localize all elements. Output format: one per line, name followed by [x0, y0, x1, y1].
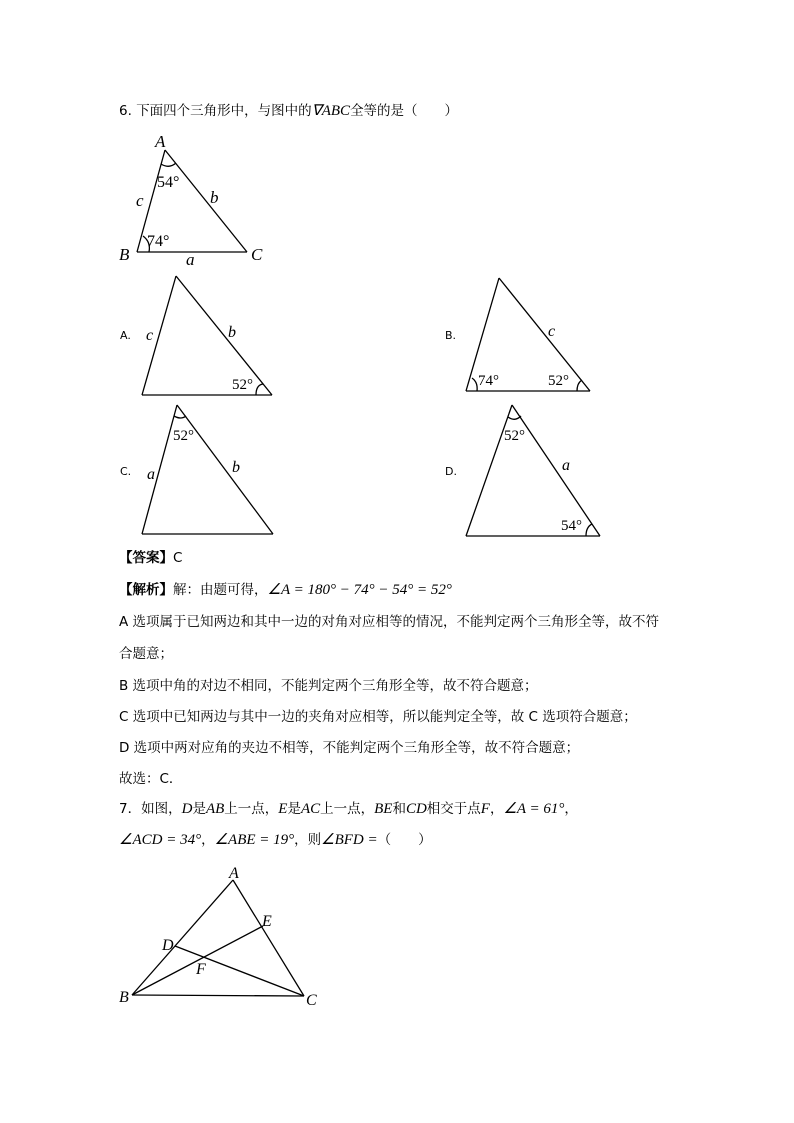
q7-label-a: A — [229, 865, 239, 882]
option-c-angle-52: 52° — [173, 428, 194, 444]
q6-triangle-abc-figure — [110, 128, 280, 268]
q7-text: 和 — [392, 801, 406, 817]
q7-math: D — [181, 801, 193, 817]
angle-b-label: 74° — [147, 233, 170, 250]
q7-text: （ ） — [377, 832, 432, 848]
q7-math: BE — [374, 801, 393, 817]
q7-stem-line-1 — [119, 800, 578, 818]
option-c-side-b: b — [232, 459, 240, 476]
q7-text: 是 — [287, 801, 301, 817]
option-b-figure — [460, 272, 600, 400]
q6-number: 6. — [119, 103, 132, 119]
q7-text: 7．如图， — [119, 801, 182, 817]
side-b-label: b — [210, 188, 219, 207]
q7-math: AC — [300, 801, 321, 817]
vertex-c-label: C — [251, 245, 263, 264]
analysis-line: C 选项中已知两边与其中一边的夹角对应相等，所以能判定全等，故 C 选项符合题意； — [119, 709, 637, 725]
option-b-label[interactable]: B. — [445, 329, 457, 342]
answer-tag: 【答案】 — [119, 550, 173, 566]
q6-stem-text: 下面四个三角形中，与图中的 — [136, 103, 312, 119]
option-d-angle-54: 54° — [561, 518, 582, 534]
analysis-line: 故选：C． — [119, 771, 183, 787]
analysis-line: B 选项中角的对边不相同，不能判定两个三角形全等，故不符合题意； — [119, 678, 538, 694]
q7-text: ，则 — [294, 832, 322, 848]
answer-line — [119, 549, 182, 567]
q7-math: CD — [405, 801, 427, 817]
option-d-angle-52: 52° — [504, 428, 525, 444]
analysis-formula: ∠A = 180° − 74° − 54° = 52° — [267, 582, 452, 598]
option-c-figure — [135, 400, 280, 540]
option-d-figure — [460, 400, 605, 540]
analysis-line: 合题意； — [119, 646, 173, 662]
q7-label-d: D — [162, 937, 174, 954]
angle-a-label: 54° — [157, 174, 180, 191]
analysis-intro-line — [119, 581, 452, 599]
option-a-side-b: b — [228, 324, 236, 341]
q7-text: 相交于点 — [426, 801, 481, 817]
answer-value: C — [173, 550, 183, 566]
q7-figure — [110, 860, 330, 1015]
q7-math: ∠BFD = — [321, 832, 378, 848]
option-a-label[interactable]: A. — [120, 329, 131, 342]
q7-math: ∠ACD = 34° — [119, 832, 202, 848]
option-b-side-c: c — [548, 323, 556, 340]
option-a-angle: 52° — [232, 377, 253, 393]
side-c-label: c — [136, 191, 144, 210]
analysis-tag: 【解析】 — [119, 582, 173, 598]
option-a-side-c: c — [146, 327, 154, 344]
q7-label-c: C — [306, 992, 317, 1009]
q7-label-f: F — [196, 961, 206, 978]
option-a-figure — [135, 268, 280, 401]
q7-label-e: E — [262, 913, 272, 930]
option-c-side-a: a — [147, 466, 155, 483]
analysis-intro: 解：由题可得， — [173, 582, 268, 598]
q6-stem-end: 全等的是（ ） — [350, 103, 459, 119]
vertex-a-label: A — [155, 132, 166, 151]
q7-math: F — [480, 801, 490, 817]
q7-text: ， — [489, 801, 504, 817]
vertex-b-label: B — [119, 245, 130, 264]
analysis-line: A 选项属于已知两边和其中一边的对角对应相等的情况，不能判定两个三角形全等，故不符 — [119, 614, 660, 630]
q6-stem — [119, 102, 458, 120]
q7-text: ， — [201, 832, 215, 848]
q7-label-b: B — [119, 989, 129, 1006]
q7-text: ， — [564, 801, 578, 817]
q7-text: 是 — [192, 801, 206, 817]
option-b-angle-74: 74° — [478, 373, 499, 389]
q7-text: 上一点， — [224, 801, 279, 817]
q7-math: ∠ABE = 19° — [214, 832, 295, 848]
option-b-angle-52: 52° — [548, 373, 569, 389]
q7-math: E — [278, 801, 288, 817]
q7-math: ∠A = 61° — [503, 801, 565, 817]
q7-stem-line-2 — [119, 831, 432, 849]
option-d-side-a: a — [562, 457, 570, 474]
option-c-label[interactable]: C. — [120, 465, 132, 478]
side-a-label: a — [186, 250, 195, 268]
analysis-line: D 选项中两对应角的夹边不相等，不能判定两个三角形全等，故不符合题意； — [119, 740, 580, 756]
q6-triangle-symbol: ∇ABC — [311, 103, 351, 119]
q7-math: AB — [205, 801, 225, 817]
option-d-label[interactable]: D. — [445, 465, 457, 478]
q7-text: 上一点， — [320, 801, 375, 817]
